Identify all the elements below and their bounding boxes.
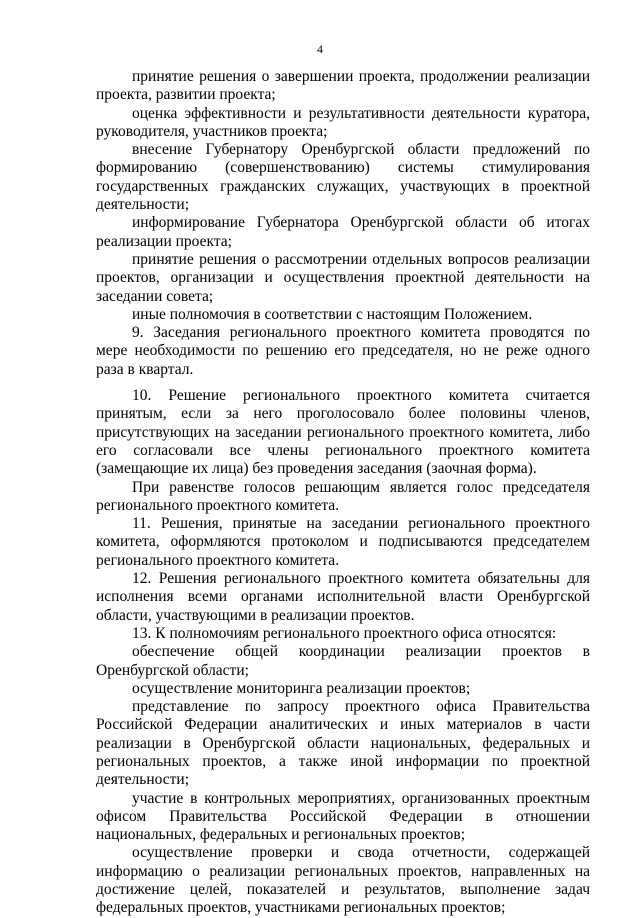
paragraph: обеспечение общей координации реализации проектов в Оренбургской области; — [96, 643, 590, 679]
paragraph: оценка эффективности и результативности деятельности куратора, руководителя, участников проекта; — [96, 104, 590, 140]
paragraph: осуществление проверки и свода отчетности, содержащей информацию о реализации региональных проектов, направленных на достижение целей, показателей и результатов, выполнение задач федеральных проектов, участниками региональных проектов; — [96, 844, 590, 917]
paragraph: участие в контрольных мероприятиях, организованных проектным офисом Правительства Российской Федерации в отношении национальных, федеральных и региональных проектов; — [96, 789, 590, 844]
paragraph: внесение Губернатору Оренбургской области предложений по формированию (совершенствованию) системы стимулирования государственных гражданских служащих, участвующих в проектной деятельности; — [96, 141, 590, 214]
paragraph: информирование Губернатора Оренбургской области об итогах реализации проекта; — [96, 214, 590, 250]
page-number: 4 — [317, 42, 323, 56]
paragraph: иные полномочия в соответствии с настоящим Положением. — [132, 305, 533, 323]
document-body — [96, 68, 590, 918]
paragraph: представление по запросу проектного офиса Правительства Российской Федерации аналитических и иных материалов в части реализации в Оренбургской области национальных, федеральных и региональных проектов, а также иной информации по проектной деятельности; — [96, 698, 590, 789]
paragraph: 12. Решения регионального проектного комитета обязательны для исполнения всеми органами исполнительной власти Оренбургской области, участвующими в реализации проектов. — [96, 570, 590, 624]
paragraph: принятие решения о завершении проекта, продолжении реализации проекта, развитии проекта; — [96, 68, 590, 104]
paragraph: 11. Решения, принятые на заседании регионального проектного комитета, оформляются протоколом и подписываются председателем регионального проектного комитета. — [96, 515, 590, 569]
paragraph: осуществление мониторинга реализации проектов; — [132, 679, 471, 697]
paragraph: При равенстве голосов решающим является голос председателя регионального проектного комитета. — [96, 478, 590, 514]
paragraph: 13. К полномочиям регионального проектного офиса относятся: — [132, 624, 557, 642]
paragraph: 10. Решение регионального проектного комитета считается принятым, если за него проголосовало более половины членов, присутствующих на заседании регионального проектного комитета, либо его согласовали все члены регионального проектного комитета (замещающие их лица) без проведения заседания (заочная форма). — [96, 387, 590, 478]
paragraph: принятие решения о рассмотрении отдельных вопросов реализации проектов, организации и осуществления проектной деятельности на заседании совета; — [96, 250, 590, 305]
paragraph: 9. Заседания регионального проектного комитета проводятся по мере необходимости по решению его председателя, но не реже одного раза в квартал. — [96, 324, 590, 378]
